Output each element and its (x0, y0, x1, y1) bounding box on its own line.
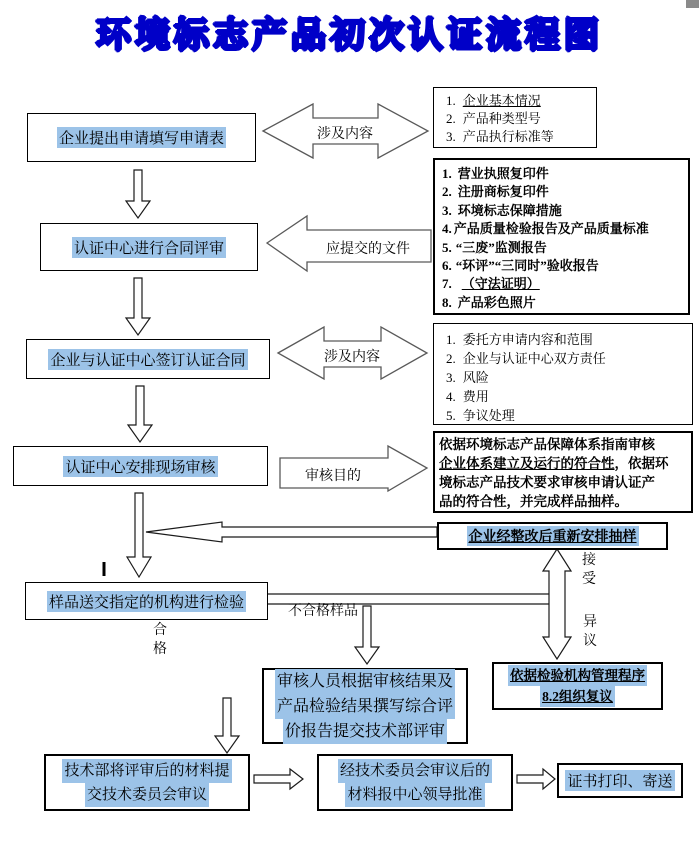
step-sign-contract-label: 企业与认证中心签订认证合同 (48, 349, 247, 370)
step-resample-box (437, 522, 668, 550)
label-qualified: 合格 (153, 623, 167, 657)
step-leader-approval-label: 经技术委员会审议后的 材料报中心领导批准 (338, 759, 492, 807)
list-item: 4. 费用 (446, 389, 489, 404)
step-certificate-label: 证书打印、寄送 (565, 770, 674, 791)
list-item: 5. 争议处理 (446, 408, 515, 423)
list-item: 2. 产品种类型号 (446, 111, 541, 126)
list-item: 1. 委托方申请内容和范围 (446, 332, 593, 347)
step-resample-label: 企业经整改后重新安排抽样 (467, 526, 639, 546)
label-documents-to-submit: 应提交的文件 (326, 242, 410, 257)
step-contract-review-box (40, 223, 258, 271)
step-sign-contract-box (26, 339, 270, 379)
step-leader-approval-box (317, 754, 513, 811)
right-arrow-icon (517, 769, 555, 789)
step-contract-review-label: 认证中心进行合同评审 (72, 237, 226, 258)
list-item: 5. “三废”监测报告 (442, 239, 547, 255)
paragraph-line: 依据环境标志产品保障体系指南审核 (439, 437, 655, 452)
step-sample-inspection-box (25, 582, 268, 620)
list-item: 3. 产品执行标准等 (446, 129, 554, 144)
label-involves-content-2: 涉及内容 (324, 350, 380, 365)
list-item: 2. 注册商标复印件 (442, 184, 549, 200)
step-reconsideration-box (492, 662, 663, 710)
down-arrow-icon (128, 386, 152, 442)
step-auditor-report-label: 审核人员根据审核结果及 产品检验结果撰写综合评 价报告提交技术部评审 (275, 669, 455, 744)
list-item: 3. 风险 (446, 370, 489, 385)
step-tech-dept-box (44, 754, 250, 811)
info-application-content-box (433, 87, 597, 148)
list-item: 3. 环境标志保障措施 (442, 202, 562, 218)
label-involves-content-1: 涉及内容 (317, 127, 373, 142)
paragraph-line: 品的符合性，并完成样品抽样。 (439, 494, 628, 509)
step-onsite-audit-box (13, 446, 268, 486)
list-item: 7. （守法证明） (442, 276, 540, 292)
paragraph-line: 境标志产品技术要求审核申请认证产 (439, 475, 655, 490)
step-reconsideration-label: 依据检验机构管理程序 8.2组织复议 (508, 665, 647, 707)
list-item: 4. 产品质量检验报告及产品质量标准 (442, 221, 649, 237)
step-apply-box (27, 113, 256, 162)
label-dispute: 异议 (583, 615, 597, 649)
label-unqualified-sample: 不合格样品 (288, 604, 358, 619)
down-arrow-icon (355, 606, 379, 664)
info-documents-box (433, 158, 690, 315)
list-item: 8. 产品彩色照片 (442, 294, 536, 310)
tick-mark (103, 562, 106, 576)
list-item: 2. 企业与认证中心双方责任 (446, 351, 606, 366)
info-contract-content-box (433, 323, 693, 425)
list-item: 1. 企业基本情况 (446, 93, 541, 108)
step-tech-dept-label: 技术部将评审后的材料提 交技术委员会审议 (62, 759, 231, 807)
label-accept: 接受 (582, 553, 596, 587)
down-arrow-icon (215, 698, 239, 753)
step-sample-inspection-label: 样品送交指定的机构进行检验 (47, 591, 246, 612)
screenshot-corner-artifact (686, 0, 699, 8)
step-certificate-box (557, 763, 683, 798)
info-audit-purpose-box (433, 431, 693, 513)
step-auditor-report-box (262, 668, 468, 744)
down-arrow-icon (126, 278, 150, 335)
list-item: 1. 营业执照复印件 (442, 166, 549, 181)
down-arrow-icon (126, 170, 150, 218)
page-title: 环境标志产品初次认证流程图 (95, 16, 603, 55)
step-apply-label: 企业提出申请填写申请表 (57, 127, 226, 148)
return-left-arrow-icon (146, 522, 437, 542)
label-audit-purpose: 审核目的 (305, 469, 361, 484)
step-onsite-audit-label: 认证中心安排现场审核 (63, 456, 217, 477)
right-arrow-icon (254, 769, 303, 789)
paragraph-line: 企业体系建立及运行的符合性，依据环 (439, 456, 669, 471)
down-arrow-icon (127, 493, 151, 577)
list-item: 6. “环评”“三同时”验收报告 (442, 258, 599, 274)
